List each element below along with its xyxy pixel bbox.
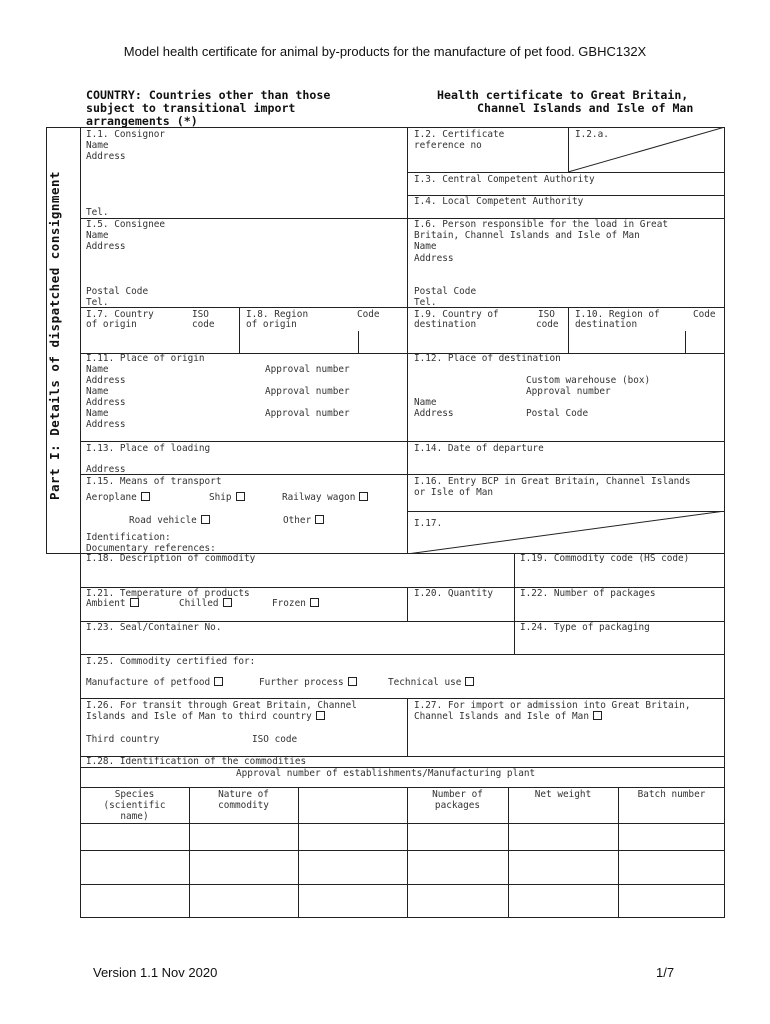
table-col-divider bbox=[618, 787, 619, 918]
seal-container-label: I.23. Seal/Container No. bbox=[86, 622, 222, 633]
railway-option[interactable] bbox=[282, 492, 368, 503]
certified-for-label: I.25. Commodity certified for: bbox=[86, 656, 256, 667]
technical-use-label: Technical use bbox=[388, 677, 462, 688]
import-checkbox[interactable] bbox=[593, 711, 602, 720]
country-heading-line2: subject to transitional import bbox=[86, 101, 296, 115]
region-origin-code-label: Code bbox=[357, 309, 380, 320]
aeroplane-option[interactable] bbox=[86, 492, 150, 503]
further-process-checkbox[interactable] bbox=[348, 677, 357, 686]
consignee-label: I.5. Consignee bbox=[86, 219, 166, 230]
approval-establishments-label: Approval number of establishments/Manufacturing plant bbox=[236, 768, 536, 779]
import-label-2: Channel Islands and Isle of Man bbox=[414, 711, 589, 722]
cell-divider bbox=[407, 587, 408, 621]
quantity-label: I.20. Quantity bbox=[414, 588, 494, 599]
road-label: Road vehicle bbox=[129, 515, 197, 526]
country-heading-line1: COUNTRY: Countries other than those bbox=[86, 88, 331, 102]
table-header-batch: Batch number bbox=[637, 789, 706, 800]
person-tel-label: Tel. bbox=[414, 297, 437, 308]
certificate-ref-a-label: I.2.a. bbox=[575, 129, 609, 140]
import-label: I.27. For import or admission into Great Britain, bbox=[414, 700, 691, 711]
identification-commodities-label: I.28. Identification of the commodities bbox=[86, 756, 307, 767]
central-authority-label: I.3. Central Competent Authority bbox=[414, 174, 595, 185]
ambient-option[interactable] bbox=[86, 598, 139, 609]
row-line bbox=[407, 172, 725, 173]
cell-divider bbox=[514, 553, 515, 654]
aeroplane-checkbox[interactable] bbox=[141, 492, 150, 501]
row-line bbox=[80, 698, 725, 699]
table-header-net-weight: Net weight bbox=[534, 789, 592, 800]
means-transport-label: I.15. Means of transport bbox=[86, 476, 222, 487]
origin-iso-label: ISO bbox=[192, 309, 209, 320]
transit-label-2: Islands and Isle of Man to third country bbox=[86, 711, 312, 722]
type-packaging-label: I.24. Type of packaging bbox=[520, 622, 650, 633]
entry-bcp-label-2: or Isle of Man bbox=[414, 487, 494, 498]
table-col-divider bbox=[508, 787, 509, 918]
temperature-label: I.21. Temperature of products bbox=[86, 588, 250, 599]
origin-address-1: Address bbox=[86, 375, 126, 386]
field-17-diagonal bbox=[407, 511, 725, 554]
consignee-tel-label: Tel. bbox=[86, 297, 109, 308]
cell-divider bbox=[568, 307, 569, 353]
chilled-label: Chilled bbox=[179, 598, 219, 609]
table-header-nature: Nature of commodity bbox=[218, 789, 269, 811]
table-col-divider bbox=[298, 787, 299, 918]
cell-divider bbox=[407, 698, 408, 756]
further-process-label: Further process bbox=[259, 677, 344, 688]
destination-iso-code-label: code bbox=[536, 319, 559, 330]
ambient-checkbox[interactable] bbox=[130, 598, 139, 607]
petfood-option[interactable] bbox=[86, 677, 223, 688]
iso-code-label: ISO code bbox=[252, 734, 298, 745]
consignor-address-label: Address bbox=[86, 151, 126, 162]
cell-divider bbox=[239, 307, 240, 353]
destination-iso-label: ISO bbox=[538, 309, 555, 320]
destination-postal-label: Postal Code bbox=[526, 408, 589, 419]
loading-address-label: Address bbox=[86, 464, 126, 475]
table-row-line bbox=[80, 850, 725, 851]
code-tick bbox=[685, 331, 686, 353]
ship-label: Ship bbox=[209, 492, 232, 503]
railway-checkbox[interactable] bbox=[359, 492, 368, 501]
local-authority-label: I.4. Local Competent Authority bbox=[414, 196, 584, 207]
region-origin-label: I.8. Region bbox=[246, 309, 309, 320]
frozen-checkbox[interactable] bbox=[310, 598, 319, 607]
petfood-checkbox[interactable] bbox=[214, 677, 223, 686]
description-commodity-label: I.18. Description of commodity bbox=[86, 553, 256, 564]
transit-option[interactable] bbox=[86, 711, 325, 722]
road-checkbox[interactable] bbox=[201, 515, 210, 524]
technical-use-checkbox[interactable] bbox=[465, 677, 474, 686]
consignor-label: I.1. Consignor bbox=[86, 129, 166, 140]
frozen-option[interactable] bbox=[272, 598, 319, 609]
document-title: Model health certificate for animal by-products for the manufacture of pet food. GBHC132X bbox=[123, 44, 647, 59]
further-process-option[interactable] bbox=[259, 677, 357, 688]
place-loading-label: I.13. Place of loading bbox=[86, 443, 211, 454]
origin-name-2: Name bbox=[86, 386, 109, 397]
region-destination-code-label: Code bbox=[693, 309, 716, 320]
region-destination-label-2: destination bbox=[575, 319, 638, 330]
row-line bbox=[80, 307, 725, 308]
certificate-heading-line1: Health certificate to Great Britain, bbox=[437, 88, 689, 102]
destination-address-label: Address bbox=[414, 408, 454, 419]
consignee-name-label: Name bbox=[86, 230, 109, 241]
region-origin-label-2: of origin bbox=[246, 319, 297, 330]
destination-approval-label: Approval number bbox=[526, 386, 611, 397]
entry-bcp-label: I.16. Entry BCP in Great Britain, Channel Islands bbox=[414, 476, 691, 487]
person-postal-label: Postal Code bbox=[414, 286, 477, 297]
code-tick bbox=[358, 331, 359, 353]
place-origin-label: I.11. Place of origin bbox=[86, 353, 205, 364]
chilled-checkbox[interactable] bbox=[223, 598, 232, 607]
identification-label: Identification: bbox=[86, 532, 171, 543]
row-line bbox=[80, 787, 725, 788]
ambient-label: Ambient bbox=[86, 598, 126, 609]
technical-use-option[interactable] bbox=[388, 677, 474, 688]
origin-approval-1: Approval number bbox=[265, 364, 350, 375]
origin-approval-3: Approval number bbox=[265, 408, 350, 419]
row-line bbox=[80, 654, 725, 655]
person-name-label: Name bbox=[414, 241, 437, 252]
region-destination-label: I.10. Region of bbox=[575, 309, 660, 320]
cert-ref-diagonal bbox=[568, 127, 725, 172]
field-17-label: I.17. bbox=[414, 518, 443, 529]
table-row-line bbox=[80, 884, 725, 885]
number-packages-label: I.22. Number of packages bbox=[520, 588, 656, 599]
consignor-name-label: Name bbox=[86, 140, 109, 151]
table-header-species: Species (scientific name) bbox=[103, 789, 166, 822]
page-number: 1/7 bbox=[656, 965, 675, 980]
certificate-ref-label-2: reference no bbox=[414, 140, 482, 151]
documentary-references-label: Documentary references: bbox=[86, 543, 216, 554]
row-line bbox=[80, 441, 725, 442]
other-option[interactable] bbox=[283, 515, 324, 526]
table-row-line bbox=[80, 823, 725, 824]
country-origin-label-2: of origin bbox=[86, 319, 137, 330]
railway-label: Railway wagon bbox=[282, 492, 356, 503]
transit-checkbox[interactable] bbox=[316, 711, 325, 720]
ship-option[interactable] bbox=[209, 492, 245, 503]
ship-checkbox[interactable] bbox=[236, 492, 245, 501]
consignee-address-label: Address bbox=[86, 241, 126, 252]
origin-name-1: Name bbox=[86, 364, 109, 375]
row-line bbox=[80, 474, 725, 475]
person-address-label: Address bbox=[414, 253, 454, 264]
origin-name-3: Name bbox=[86, 408, 109, 419]
origin-address-3: Address bbox=[86, 419, 126, 430]
chilled-option[interactable] bbox=[179, 598, 232, 609]
place-destination-label: I.12. Place of destination bbox=[414, 353, 561, 364]
person-responsible-label: I.6. Person responsible for the load in Great bbox=[414, 219, 668, 230]
person-responsible-label-2: Britain, Channel Islands and Isle of Man bbox=[414, 230, 640, 241]
frozen-label: Frozen bbox=[272, 598, 306, 609]
country-heading-line3: arrangements (*) bbox=[86, 114, 198, 128]
version-footer: Version 1.1 Nov 2020 bbox=[93, 965, 218, 980]
commodity-code-label: I.19. Commodity code (HS code) bbox=[520, 553, 690, 564]
part-one-side-label: Part I: Details of dispatched consignment bbox=[47, 170, 62, 500]
destination-name-label: Name bbox=[414, 397, 437, 408]
table-header-packages: Number of packages bbox=[432, 789, 483, 811]
date-departure-label: I.14. Date of departure bbox=[414, 443, 544, 454]
certificate-ref-label: I.2. Certificate bbox=[414, 129, 505, 140]
import-option[interactable] bbox=[414, 711, 602, 722]
consignor-tel-label: Tel. bbox=[86, 207, 109, 218]
consignee-postal-label: Postal Code bbox=[86, 286, 149, 297]
country-destination-label-2: destination bbox=[414, 319, 477, 330]
aeroplane-label: Aeroplane bbox=[86, 492, 137, 503]
country-origin-label: I.7. Country bbox=[86, 309, 154, 320]
origin-approval-2: Approval number bbox=[265, 386, 350, 397]
custom-warehouse-label: Custom warehouse (box) bbox=[526, 375, 651, 386]
petfood-label: Manufacture of petfood bbox=[86, 677, 211, 688]
column-divider bbox=[407, 127, 408, 554]
road-option[interactable] bbox=[129, 515, 210, 526]
origin-iso-code-label: code bbox=[192, 319, 215, 330]
certificate-heading-line2: Channel Islands and Isle of Man bbox=[477, 101, 694, 115]
other-checkbox[interactable] bbox=[315, 515, 324, 524]
origin-address-2: Address bbox=[86, 397, 126, 408]
transit-label: I.26. For transit through Great Britain, Channel bbox=[86, 700, 357, 711]
country-destination-label: I.9. Country of bbox=[414, 309, 499, 320]
third-country-label: Third country bbox=[86, 734, 160, 745]
other-label: Other bbox=[283, 515, 312, 526]
